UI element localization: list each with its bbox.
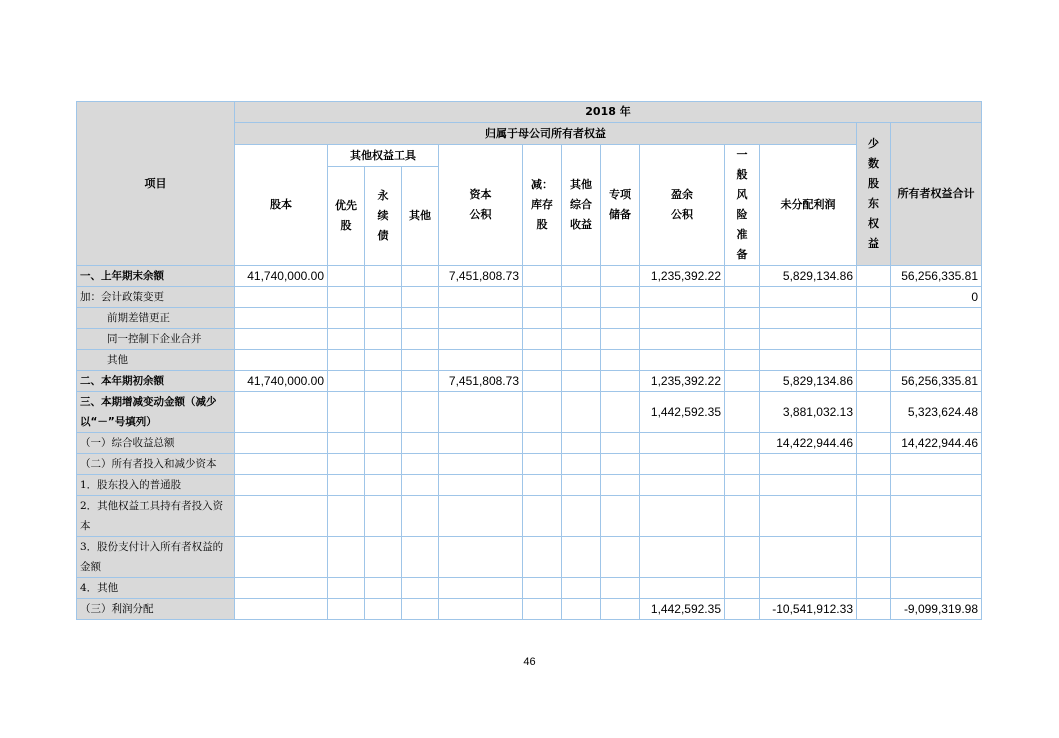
row-label: 二、本年期初余额 [77, 371, 235, 392]
cell-value [235, 454, 328, 475]
table-row [77, 287, 982, 308]
table-row [77, 308, 982, 329]
cell-value [365, 496, 402, 537]
cell-value [725, 287, 760, 308]
cell-value [760, 329, 857, 350]
cell-value [235, 329, 328, 350]
cell-value [523, 266, 562, 287]
cell-value [601, 266, 640, 287]
cell-value [402, 537, 439, 578]
cell-value [725, 266, 760, 287]
col-retained-earnings: 未分配利润 [760, 145, 857, 266]
row-label: （三）利润分配 [77, 599, 235, 620]
cell-value [439, 329, 523, 350]
cell-value [439, 599, 523, 620]
table-row [77, 537, 982, 578]
cell-value [562, 308, 601, 329]
cell-value [725, 350, 760, 371]
cell-value [365, 578, 402, 599]
cell-value [891, 454, 982, 475]
page-number: 46 [523, 656, 536, 668]
table-row [77, 329, 982, 350]
cell-value [857, 392, 891, 433]
row-label: （二）所有者投入和减少资本 [77, 454, 235, 475]
cell-value [235, 392, 328, 433]
row-label: 同一控制下企业合并 [77, 329, 235, 350]
cell-value [235, 537, 328, 578]
cell-value [857, 433, 891, 454]
cell-value [523, 308, 562, 329]
cell-value: 5,829,134.86 [760, 266, 857, 287]
cell-value [640, 287, 725, 308]
cell-value [439, 392, 523, 433]
cell-value [402, 454, 439, 475]
col-oci [562, 145, 601, 266]
cell-value [365, 287, 402, 308]
cell-value [891, 537, 982, 578]
col-special-reserve-label: 专项储备 [609, 188, 631, 221]
cell-value: 14,422,944.46 [891, 433, 982, 454]
cell-value: 56,256,335.81 [891, 371, 982, 392]
cell-value [523, 578, 562, 599]
cell-value [857, 578, 891, 599]
cell-value [523, 537, 562, 578]
table-row [77, 433, 982, 454]
cell-value [601, 599, 640, 620]
cell-value [328, 454, 365, 475]
cell-value [365, 371, 402, 392]
cell-value: 1,442,592.35 [640, 392, 725, 433]
cell-value [328, 537, 365, 578]
cell-value [725, 578, 760, 599]
cell-value [562, 350, 601, 371]
cell-value [328, 578, 365, 599]
cell-value [725, 496, 760, 537]
cell-value [891, 308, 982, 329]
cell-value [601, 433, 640, 454]
cell-value [760, 454, 857, 475]
cell-value [523, 287, 562, 308]
cell-value: 1,442,592.35 [640, 599, 725, 620]
cell-value [857, 308, 891, 329]
cell-value [439, 308, 523, 329]
cell-value: 7,451,808.73 [439, 266, 523, 287]
table-row [77, 496, 982, 537]
cell-value [562, 537, 601, 578]
cell-value [562, 392, 601, 433]
cell-value [328, 266, 365, 287]
cell-value [402, 433, 439, 454]
cell-value [891, 496, 982, 537]
cell-value [365, 475, 402, 496]
table-row [77, 578, 982, 599]
cell-value [760, 350, 857, 371]
cell-value [235, 308, 328, 329]
cell-value [365, 266, 402, 287]
cell-value [365, 308, 402, 329]
cell-value [365, 392, 402, 433]
col-general-risk-label: 一般风险准备 [736, 148, 748, 261]
table-row [77, 371, 982, 392]
col-capital-reserve [439, 145, 523, 266]
cell-value [640, 496, 725, 537]
cell-value [857, 496, 891, 537]
cell-value [328, 350, 365, 371]
cell-value [235, 578, 328, 599]
table-row [77, 266, 982, 287]
cell-value [235, 496, 328, 537]
cell-value [439, 537, 523, 578]
cell-value [760, 537, 857, 578]
cell-value [857, 454, 891, 475]
cell-value [235, 475, 328, 496]
cell-value [328, 392, 365, 433]
cell-value [601, 454, 640, 475]
cell-value [328, 308, 365, 329]
other-tools-header: 其他权益工具 [328, 145, 439, 167]
cell-value: 14,422,944.46 [760, 433, 857, 454]
col-preferred [328, 167, 365, 266]
cell-value: 1,235,392.22 [640, 371, 725, 392]
cell-value [328, 496, 365, 537]
row-label: 1．股东投入的普通股 [77, 475, 235, 496]
cell-value [562, 433, 601, 454]
cell-value [640, 475, 725, 496]
cell-value [365, 599, 402, 620]
cell-value [562, 578, 601, 599]
cell-value [725, 371, 760, 392]
cell-value [640, 454, 725, 475]
cell-value [562, 329, 601, 350]
cell-value [439, 496, 523, 537]
cell-value [235, 599, 328, 620]
cell-value [365, 329, 402, 350]
cell-value: -10,541,912.33 [760, 599, 857, 620]
cell-value [857, 329, 891, 350]
cell-value [328, 371, 365, 392]
cell-value [402, 578, 439, 599]
parent-equity-header: 归属于母公司所有者权益 [235, 123, 857, 145]
table-row [77, 475, 982, 496]
cell-value [439, 578, 523, 599]
cell-value [725, 329, 760, 350]
col-treasury-stock-label: 减：库存股 [531, 178, 553, 231]
cell-value [760, 308, 857, 329]
cell-value [365, 350, 402, 371]
cell-value [891, 475, 982, 496]
equity-change-table [76, 101, 982, 620]
col-treasury-stock [523, 145, 562, 266]
cell-value [640, 537, 725, 578]
col-surplus-reserve-label: 盈余公积 [671, 188, 693, 221]
row-label: 其他 [77, 350, 235, 371]
cell-value [402, 599, 439, 620]
cell-value [402, 350, 439, 371]
cell-value [857, 371, 891, 392]
cell-value: 1,235,392.22 [640, 266, 725, 287]
cell-value [857, 475, 891, 496]
row-label: （一）综合收益总额 [77, 433, 235, 454]
col-share-capital: 股本 [235, 145, 328, 266]
cell-value [365, 537, 402, 578]
cell-value [523, 599, 562, 620]
cell-value: -9,099,319.98 [891, 599, 982, 620]
cell-value [640, 308, 725, 329]
total-label: 所有者权益合计 [897, 187, 975, 200]
col-general-risk [725, 145, 760, 266]
col-oci-label: 其他综合收益 [570, 178, 592, 231]
table-row [77, 599, 982, 620]
cell-value [328, 475, 365, 496]
cell-value [523, 496, 562, 537]
cell-value [601, 371, 640, 392]
row-label: 三、本期增减变动金额（减少以“－”号填列） [77, 392, 235, 433]
cell-value [328, 433, 365, 454]
total-header [891, 123, 982, 266]
cell-value [439, 287, 523, 308]
col-perpetual-label: 永续债 [377, 189, 389, 243]
cell-value [725, 433, 760, 454]
cell-value: 0 [891, 287, 982, 308]
cell-value [402, 308, 439, 329]
cell-value [235, 433, 328, 454]
row-label: 2．其他权益工具持有者投入资本 [77, 496, 235, 537]
row-label: 加：会计政策变更 [77, 287, 235, 308]
cell-value [601, 287, 640, 308]
cell-value [439, 433, 523, 454]
cell-value [725, 392, 760, 433]
table-row [77, 392, 982, 433]
cell-value: 56,256,335.81 [891, 266, 982, 287]
cell-value: 3,881,032.13 [760, 392, 857, 433]
cell-value [760, 287, 857, 308]
cell-value [523, 392, 562, 433]
row-label: 前期差错更正 [77, 308, 235, 329]
table-row [77, 454, 982, 475]
col-other-tools-other: 其他 [402, 167, 439, 266]
cell-value [562, 496, 601, 537]
table-body [77, 266, 982, 620]
cell-value [725, 454, 760, 475]
cell-value [601, 329, 640, 350]
cell-value [725, 537, 760, 578]
col-preferred-label: 优先股 [335, 199, 357, 233]
cell-value [760, 496, 857, 537]
cell-value [562, 371, 601, 392]
cell-value [601, 537, 640, 578]
cell-value [523, 329, 562, 350]
cell-value [640, 578, 725, 599]
cell-value [601, 308, 640, 329]
cell-value [857, 599, 891, 620]
cell-value [601, 475, 640, 496]
row-label: 4．其他 [77, 578, 235, 599]
cell-value [725, 599, 760, 620]
cell-value [402, 371, 439, 392]
cell-value [601, 496, 640, 537]
cell-value [523, 454, 562, 475]
cell-value [235, 350, 328, 371]
minority-header [857, 123, 891, 266]
cell-value: 41,740,000.00 [235, 266, 328, 287]
table-row [77, 350, 982, 371]
cell-value [640, 433, 725, 454]
cell-value [891, 329, 982, 350]
cell-value [857, 537, 891, 578]
cell-value [601, 350, 640, 371]
cell-value [439, 350, 523, 371]
cell-value [857, 287, 891, 308]
cell-value [402, 287, 439, 308]
row-label: 3．股份支付计入所有者权益的金额 [77, 537, 235, 578]
cell-value [891, 578, 982, 599]
cell-value [725, 475, 760, 496]
cell-value [640, 350, 725, 371]
cell-value [402, 392, 439, 433]
cell-value [562, 475, 601, 496]
cell-value: 7,451,808.73 [439, 371, 523, 392]
cell-value [402, 496, 439, 537]
cell-value: 5,829,134.86 [760, 371, 857, 392]
cell-value [328, 287, 365, 308]
cell-value: 41,740,000.00 [235, 371, 328, 392]
col-perpetual [365, 167, 402, 266]
cell-value [640, 329, 725, 350]
cell-value [523, 475, 562, 496]
row-label: 一、上年期末余额 [77, 266, 235, 287]
cell-value [328, 599, 365, 620]
cell-value [365, 454, 402, 475]
col-special-reserve [601, 145, 640, 266]
cell-value [402, 475, 439, 496]
col-surplus-reserve [640, 145, 725, 266]
cell-value [891, 350, 982, 371]
col-capital-reserve-label: 资本公积 [469, 188, 492, 221]
cell-value [328, 329, 365, 350]
cell-value [562, 454, 601, 475]
cell-value [523, 433, 562, 454]
year-header: 2018 年 [235, 102, 982, 123]
cell-value [365, 433, 402, 454]
cell-value [857, 350, 891, 371]
cell-value [562, 266, 601, 287]
cell-value [439, 454, 523, 475]
cell-value [562, 599, 601, 620]
cell-value [562, 287, 601, 308]
cell-value [235, 287, 328, 308]
cell-value [601, 392, 640, 433]
cell-value [601, 578, 640, 599]
cell-value [523, 350, 562, 371]
cell-value [760, 578, 857, 599]
cell-value [402, 266, 439, 287]
cell-value [760, 475, 857, 496]
minority-label: 少数股东权益 [868, 137, 879, 250]
cell-value: 5,323,624.48 [891, 392, 982, 433]
item-header: 项目 [77, 102, 235, 266]
cell-value [523, 371, 562, 392]
cell-value [439, 475, 523, 496]
cell-value [402, 329, 439, 350]
cell-value [857, 266, 891, 287]
cell-value [725, 308, 760, 329]
